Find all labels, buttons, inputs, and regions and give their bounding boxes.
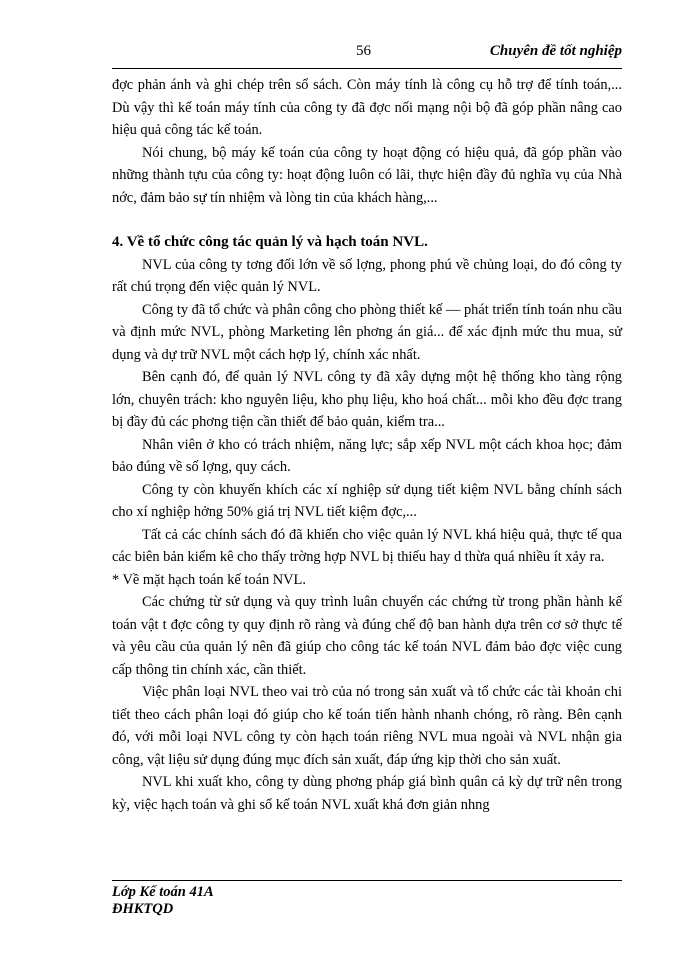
body-text <box>112 74 622 816</box>
footer-class-label: Lớp Kế toán 41A <box>112 884 214 900</box>
header-title: Chuyên đề tốt nghiệp <box>489 43 622 59</box>
paragraph: Nhân viên ở kho có trách nhiệm, năng lực; sắp xếp NVL một cách khoa học; đảm bảo đúng về số lợng, quy cách. <box>112 436 622 475</box>
page-header <box>112 38 622 69</box>
paragraph: NVL khi xuất kho, công ty dùng phơng pháp giá bình quân cả kỳ dự trữ nên trong kỳ, việc hạch toán và ghi sổ kế toán NVL xuất khá đơn giản nhng <box>112 774 622 813</box>
paragraph: đợc phản ánh và ghi chép trên sổ sách. Còn máy tính là công cụ hỗ trợ để tính toán,... Dù vậy thì kế toán máy tính của công ty đã đợc nối mạng nội bộ đã góp phần nâng cao hiệu quả công tác kế toán. <box>112 77 622 138</box>
paragraph: NVL của công ty tơng đối lớn về số lợng, phong phú về chủng loại, do đó công ty rất chú trọng đến việc quản lý NVL. <box>112 256 622 295</box>
paragraph: Việc phân loại NVL theo vai trò của nó trong sản xuất và tổ chức các tài khoản chi tiết theo cách phân loại đó giúp cho kế toán tiến hành nhanh chóng, rõ ràng. Bên cạnh đó, với mỗi loại NVL công ty còn hạch toán riêng NVL mua ngoài và NVL nhận gia công, vật liệu sử dụng đúng mục đích sản xuất, đáp ứng kịp thời cho sản xuất. <box>112 684 622 768</box>
paragraph: Tất cả các chính sách đó đã khiến cho việc quản lý NVL khá hiệu quả, thực tế qua các biên bản kiểm kê cho thấy trờng hợp NVL bị thiếu hay d thừa quá nhiều ít xảy ra. <box>112 526 622 565</box>
paragraph: Bên cạnh đó, để quản lý NVL công ty đã xây dựng một hệ thống kho tàng rộng lớn, chuyên trách: kho nguyên liệu, kho phụ liệu, kho hoá chất... mỗi kho đều đợc trang bị đầy đủ các phơng tiện cần thiết để bảo quản, kiểm tra... <box>112 369 622 430</box>
document-page <box>112 38 622 938</box>
page-footer <box>112 880 622 918</box>
paragraph: Nói chung, bộ máy kế toán của công ty hoạt động có hiệu quả, đã góp phần vào những thành tựu của công ty: hoạt động luôn có lãi, thực hiện đầy đủ nghĩa vụ của Nhà nớc, đảm bảo sự tín nhiệm và lòng tin của khách hàng,... <box>112 144 622 206</box>
page-number: 56 <box>356 43 371 59</box>
paragraph: Các chứng từ sử dụng và quy trình luân chuyển các chứng từ trong phần hành kế toán vật t đợc công ty quy định rõ ràng và đúng chế độ ban hành dựa trên cơ sở thực tế và yêu cầu của quản lý nên đã giúp cho công tác kế toán NVL đảm bảo đợc việc cung cấp thông tin chính xác, cần thiết. <box>112 594 622 678</box>
paragraph: Công ty còn khuyến khích các xí nghiệp sử dụng tiết kiệm NVL bằng chính sách cho xí nghiệp hởng 50% giá trị NVL tiết kiệm đợc,... <box>112 481 622 520</box>
subheading: * Về mặt hạch toán kế toán NVL. <box>112 571 306 588</box>
footer-university-label: ĐHKTQD <box>112 901 174 917</box>
section-heading: 4. Về tổ chức công tác quản lý và hạch toán NVL. <box>112 234 428 250</box>
paragraph: Công ty đã tổ chức và phân công cho phòng thiết kế — phát triển tính toán nhu cầu và định mức NVL, phòng Marketing lên phơng án giá... để xác định mức thu mua, sử dụng và dự trữ NVL một cách hợp lý, chính xác nhất. <box>112 301 622 363</box>
